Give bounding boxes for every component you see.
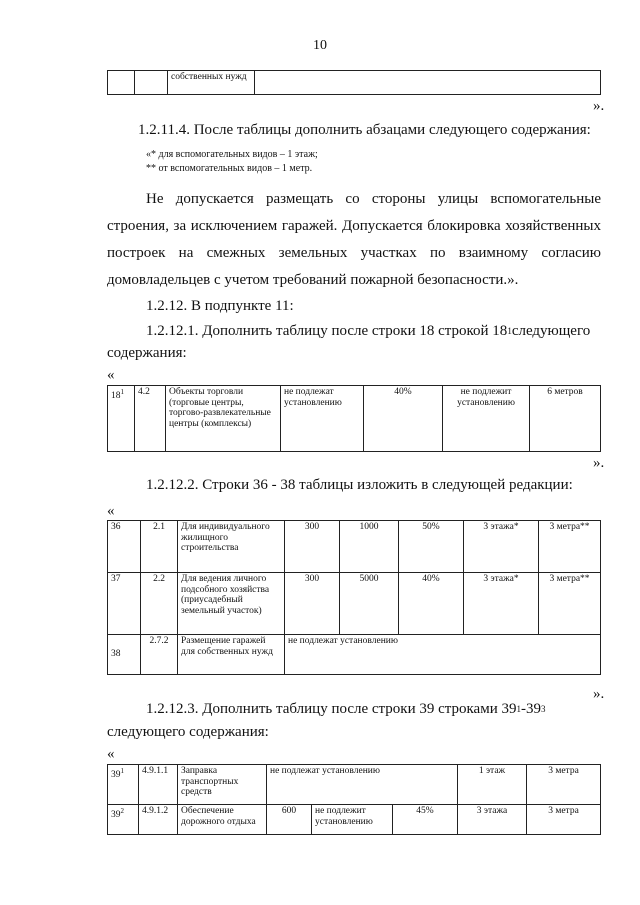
table-rows-39 [107,764,601,835]
table-cell: 3 метра** [539,573,601,635]
paragraph-1-2-12-2: 1.2.12.2. Строки 36 - 38 таблицы изложить в следующей редакции: [146,477,573,493]
table-cell: Для индивидуального жилищного строительства [178,521,285,573]
footnote-2: ** от вспомогательных видов – 1 метр. [146,163,313,174]
opening-quote: « [107,503,115,519]
table-cell: не подлежат установлению [281,386,364,452]
table-cell: 36 [108,521,141,573]
paragraph-line: домовладельцев с учетом требований пожарной безопасности.». [107,272,519,288]
closing-quote: ». [593,98,605,114]
paragraph-line: строения, за исключением гаражей. Допускается блокировка хозяйственных [107,218,601,234]
table-cell: 4.2 [135,386,166,452]
table-cell: не подлежат установлению [267,765,458,805]
table-cell: 600 [267,805,312,835]
table-cell: 3 метра** [539,521,601,573]
table-cell: 1 этаж [458,765,527,805]
table-cell: 2.2 [141,573,178,635]
table-rows-36-38 [107,520,601,675]
table-cell: не подлежит установлению [312,805,393,835]
table-cell: 300 [285,573,340,635]
closing-quote: ». [593,455,605,471]
paragraph-1-2-11-4: 1.2.11.4. После таблицы дополнить абзацами следующего содержания: [138,122,591,138]
opening-quote: « [107,367,115,383]
table-cell: собственных нужд [168,71,255,95]
closing-quote: ». [593,686,605,702]
table-cell: $18^1$ [108,386,135,452]
table-cell: 3 метра [527,765,601,805]
opening-quote: « [107,746,115,762]
table-cell: не подлежит установлению [443,386,530,452]
table-cell: не подлежат установлению [285,635,601,675]
paragraph-1-2-12-1: 1.2.12.1. Дополнить таблицу после строки 18 строкой 18 1 следующего [146,323,591,339]
table-cell: 40% [364,386,443,452]
table-cell: 3 этажа [458,805,527,835]
table-cell: Размещение гаражей для собственных нужд [178,635,285,675]
table-cell: Обеспечение дорожного отдыха [178,805,267,835]
table-cell: $39^2$ [108,805,139,835]
table-cell: 45% [393,805,458,835]
table-cell: 3 этажа* [464,573,539,635]
page-number: 10 [313,38,327,53]
table-cell: 50% [399,521,464,573]
table-cell: $39^1$ [108,765,139,805]
paragraph-1-2-12: 1.2.12. В подпункте 11: [146,298,294,314]
table-cell: Для ведения личного подсобного хозяйства (приусадебный земельный участок) [178,573,285,635]
table-cell: 4.9.1.1 [139,765,178,805]
table-cell: 40% [399,573,464,635]
table-cell: 3 метра [527,805,601,835]
table-cell: Объекты торговли (торговые центры, торгово-развлекательные центры (комплексы) [166,386,281,452]
paragraph-line: следующего содержания: [107,724,269,740]
table-cell: 1000 [340,521,399,573]
paragraph-line: Не допускается размещать со стороны улицы вспомогательные [146,191,601,207]
paragraph-line: построек на смежных земельных участках по взаимному согласию [107,245,601,261]
table-cell: 5000 [340,573,399,635]
table-cell: 38 [108,635,141,675]
table-cell: 300 [285,521,340,573]
table-row-18-1 [107,385,601,452]
paragraph-1-2-12-3: 1.2.12.3. Дополнить таблицу после строки 39 строками 39 1 -39 3 [146,701,546,717]
table-cell: 4.9.1.2 [139,805,178,835]
footnote-1: «* для вспомогательных видов – 1 этаж; [146,149,318,160]
paragraph-line: содержания: [107,345,187,361]
table-cell: Заправка транспортных средств [178,765,267,805]
table-cell: 6 метров [530,386,601,452]
table-fragment-top [107,70,601,95]
table-cell: 2.1 [141,521,178,573]
table-cell: 2.7.2 [141,635,178,675]
table-cell: 37 [108,573,141,635]
table-cell: 3 этажа* [464,521,539,573]
